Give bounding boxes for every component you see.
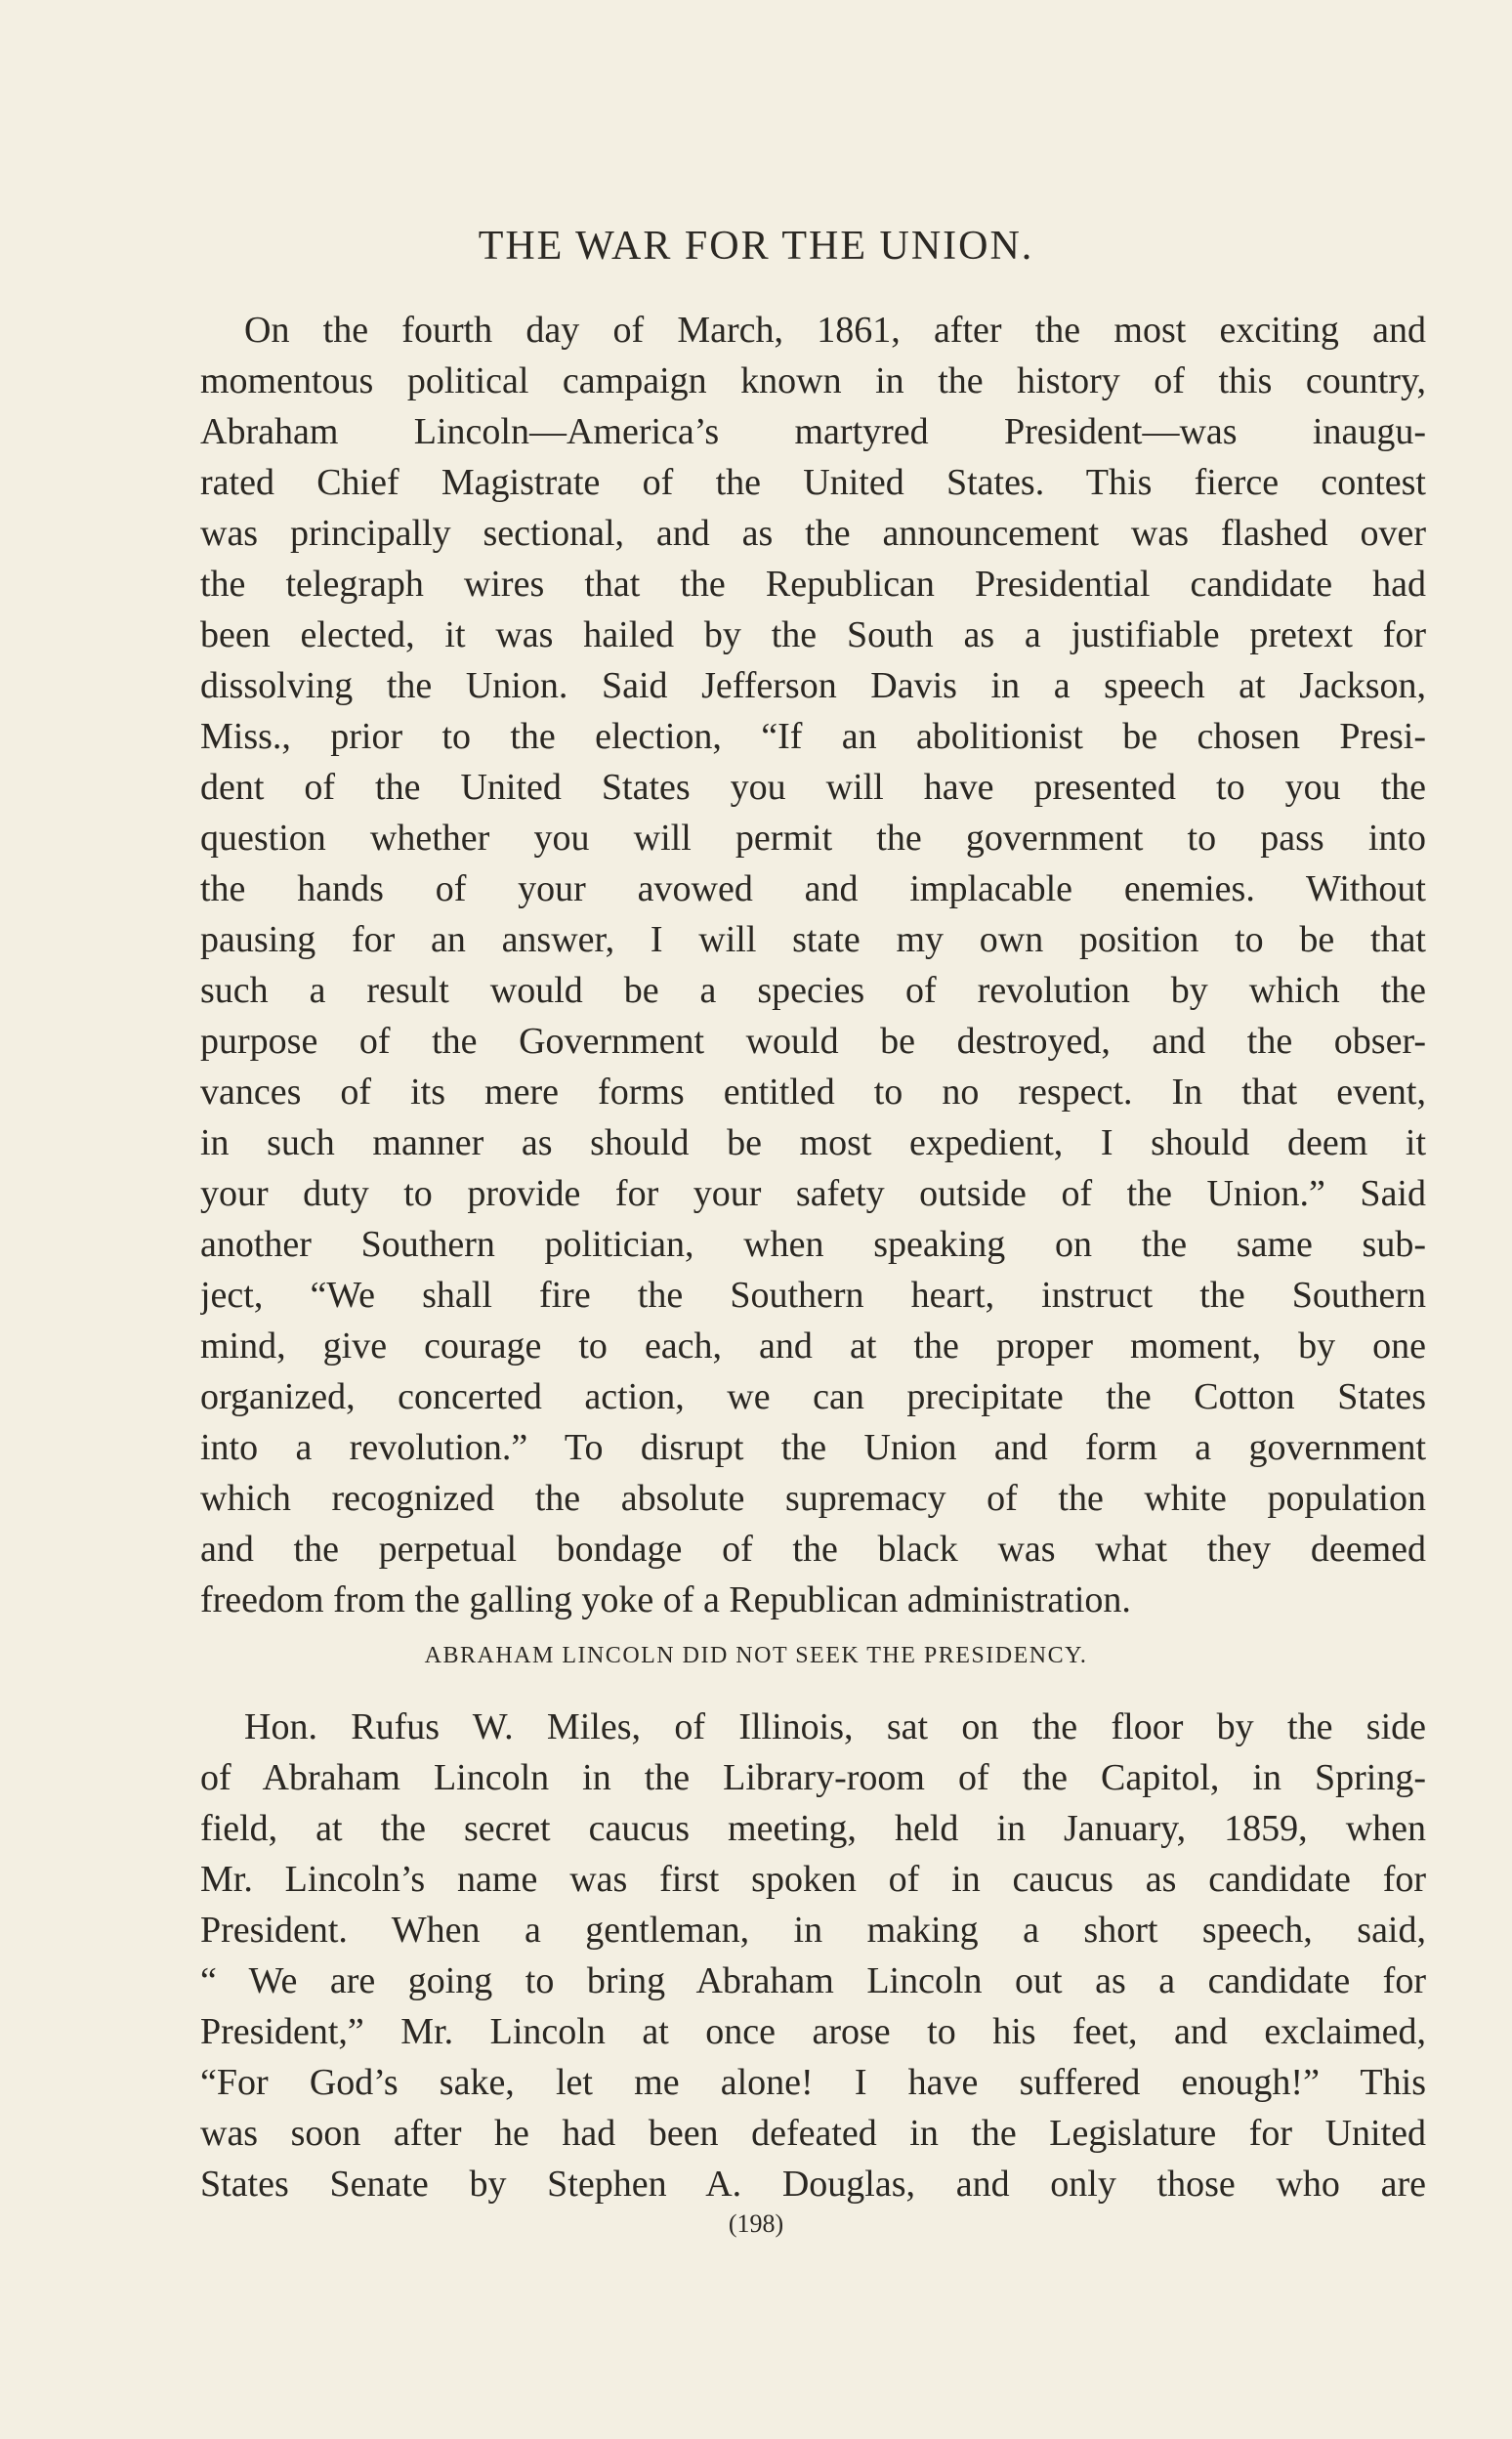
text-line: pausing for an answer, I will state my own position to be that — [200, 919, 1426, 960]
paragraph-1 — [200, 305, 1426, 1625]
text-line: question whether you will permit the government to pass into — [200, 818, 1426, 859]
text-line: and the perpetual bondage of the black was what they deemed — [200, 1529, 1426, 1570]
text-line: Hon. Rufus W. Miles, of Illinois, sat on the floor by the side — [244, 1706, 1426, 1747]
text-line: rated Chief Magistrate of the United States. This fierce contest — [200, 462, 1426, 503]
text-line: the telegraph wires that the Republican Presidential candidate had — [200, 564, 1426, 605]
text-line: vances of its mere forms entitled to no respect. In that event, — [200, 1072, 1426, 1113]
text-line: President. When a gentleman, in making a short speech, said, — [200, 1910, 1426, 1951]
text-line: into a revolution.” To disrupt the Union and form a government — [200, 1427, 1426, 1468]
text-line: your duty to provide for your safety outside of the Union.” Said — [200, 1173, 1426, 1214]
text-line: was soon after he had been defeated in the Legislature for United — [200, 2113, 1426, 2154]
text-line: such a result would be a species of revolution by which the — [200, 970, 1426, 1011]
text-line: ject, “We shall fire the Southern heart, instruct the Southern — [200, 1275, 1426, 1316]
text-line: Miss., prior to the election, “If an abolitionist be chosen Presi- — [200, 716, 1426, 757]
text-line: was principally sectional, and as the announcement was flashed over — [200, 513, 1426, 554]
text-line: another Southern politician, when speaking on the same sub- — [200, 1224, 1426, 1265]
text-line: dent of the United States you will have presented to you the — [200, 767, 1426, 808]
page-number: (198) — [728, 2209, 784, 2238]
text-line: President,” Mr. Lincoln at once arose to his feet, and exclaimed, — [200, 2011, 1426, 2052]
text-line: purpose of the Government would be destroyed, and the obser- — [200, 1021, 1426, 1062]
text-line: the hands of your avowed and implacable enemies. Without — [200, 868, 1426, 909]
text-line: in such manner as should be most expedient, I should deem it — [200, 1122, 1426, 1163]
text-line: dissolving the Union. Said Jefferson Davis in a speech at Jackson, — [200, 665, 1426, 706]
text-line: Abraham Lincoln—America’s martyred President—was inaugu- — [200, 411, 1426, 452]
text-line: On the fourth day of March, 1861, after the most exciting and — [244, 310, 1426, 351]
text-line: been elected, it was hailed by the South as a justifiable pretext for — [200, 614, 1426, 655]
page-title: THE WAR FOR THE UNION. — [478, 224, 1034, 269]
text-line: “ We are going to bring Abraham Lincoln out as a candidate for — [200, 1960, 1426, 2001]
text-line: freedom from the galling yoke of a Republican administration. — [200, 1579, 1131, 1620]
text-line: of Abraham Lincoln in the Library-room of the Capitol, in Spring- — [200, 1757, 1426, 1798]
text-line: momentous political campaign known in the history of this country, — [200, 360, 1426, 401]
text-line: States Senate by Stephen A. Douglas, and only those who are — [200, 2164, 1426, 2205]
text-line: which recognized the absolute supremacy of the white population — [200, 1478, 1426, 1519]
text-line: organized, concerted action, we can precipitate the Cotton States — [200, 1376, 1426, 1417]
text-line: mind, give courage to each, and at the proper moment, by one — [200, 1325, 1426, 1367]
paragraph-2 — [200, 1702, 1426, 2209]
text-line: Mr. Lincoln’s name was first spoken of in caucus as candidate for — [200, 1859, 1426, 1900]
text-line: “For God’s sake, let me alone! I have suffered enough!” This — [200, 2062, 1426, 2103]
text-line: field, at the secret caucus meeting, held in January, 1859, when — [200, 1808, 1426, 1849]
section-subheading: ABRAHAM LINCOLN DID NOT SEEK THE PRESIDENCY. — [424, 1643, 1088, 1668]
